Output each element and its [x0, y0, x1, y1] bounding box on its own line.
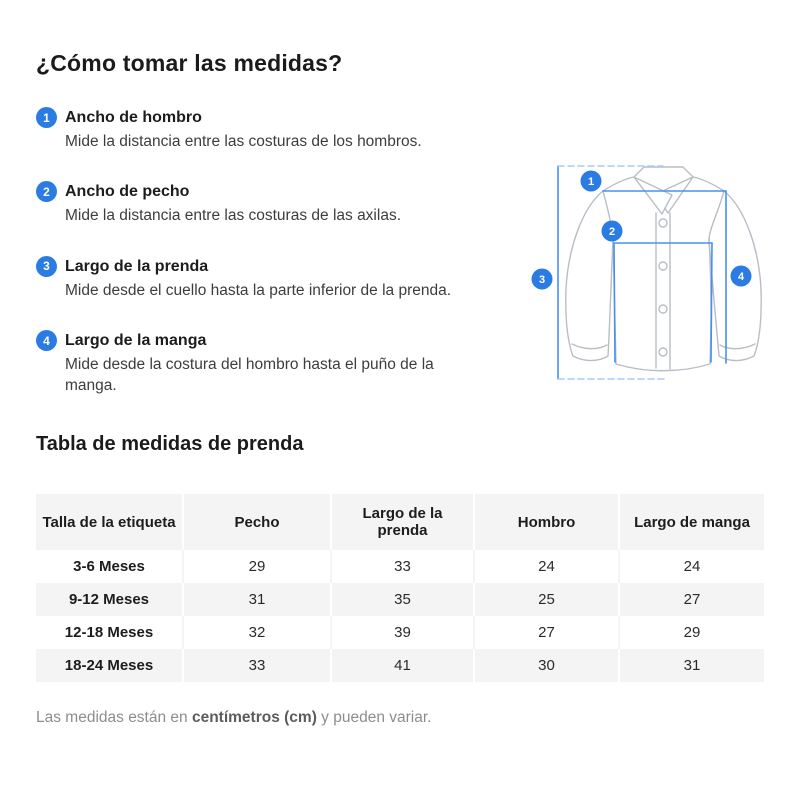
- table-row: [36, 616, 764, 649]
- length-cell: 35: [330, 583, 473, 616]
- size-cell: 9-12 Meses: [36, 583, 182, 616]
- chest-right-drop-line: [711, 243, 712, 362]
- table-row: [36, 550, 764, 583]
- page-title: ¿Cómo tomar las medidas?: [36, 50, 343, 76]
- sleeve-cell: 24: [618, 550, 764, 583]
- chest-cell: 33: [182, 649, 330, 682]
- marker-4-label: 4: [737, 271, 745, 283]
- length-cell: 41: [330, 649, 473, 682]
- disclaimer-text-before: Las medidas están en: [36, 709, 192, 726]
- col-header-chest: Pecho: [182, 494, 330, 550]
- col-header-sleeve-length: Largo de manga: [618, 494, 764, 550]
- shoulder-cell: 24: [473, 550, 618, 583]
- marker-1-label: 1: [587, 176, 595, 188]
- step-1-description: Mide la distancia entre las costuras de los hombros.: [65, 133, 422, 150]
- left-cuff-line: [572, 344, 607, 349]
- table-row: [36, 583, 764, 616]
- sleeve-cell: 27: [618, 583, 764, 616]
- step-2-description: Mide la distancia entre las costuras de las axilas.: [65, 207, 401, 225]
- sleeve-cell: 31: [618, 649, 764, 682]
- shirt-diagram-svg: [516, 151, 786, 401]
- step-1-title: Ancho de hombro: [65, 109, 202, 126]
- marker-2-label: 2: [608, 226, 616, 238]
- table-row: [36, 649, 764, 682]
- step-shoulder-width: [36, 107, 458, 152]
- shoulder-cell: 25: [473, 583, 618, 616]
- chest-cell: 29: [182, 550, 330, 583]
- step-2-title: Ancho de pecho: [65, 183, 190, 201]
- how-to-section: [36, 107, 764, 406]
- size-table-header-row: [36, 494, 764, 550]
- shirt-measurement-diagram: [516, 151, 786, 406]
- length-cell: 39: [330, 616, 473, 649]
- chest-cell: 32: [182, 616, 330, 649]
- size-cell: 3-6 Meses: [73, 558, 145, 575]
- chest-cell: 31: [182, 583, 330, 616]
- step-chest-width: [36, 181, 458, 226]
- size-cell: 12-18 Meses: [64, 624, 154, 641]
- step-3-description: Mide desde el cuello hasta la parte inferior de la prenda.: [65, 281, 452, 299]
- step-garment-length: [36, 256, 458, 301]
- col-header-garment-length: Largo de la prenda: [330, 494, 473, 550]
- step-sleeve-length: [36, 330, 458, 396]
- measurements-disclaimer: [36, 709, 764, 727]
- step-4-description: Mide desde la costura del hombro hasta el puño de la manga.: [65, 356, 434, 394]
- step-4-badge: 4: [36, 330, 57, 351]
- size-table-title: Tabla de medidas de prenda: [36, 433, 304, 455]
- chest-left-drop-line: [614, 243, 615, 362]
- shoulder-cell: 27: [473, 616, 618, 649]
- measurement-lines: [558, 166, 726, 379]
- step-4-title: Largo de la manga: [65, 332, 207, 350]
- marker-3-label: 3: [538, 274, 546, 286]
- shoulder-cell: 30: [473, 649, 618, 682]
- size-table: [36, 494, 764, 682]
- step-1-badge: 1: [36, 107, 57, 128]
- sleeve-cell: 29: [618, 616, 764, 649]
- measure-steps-list: [36, 107, 458, 396]
- shirt-outline: [566, 167, 761, 371]
- size-cell: 18-24 Meses: [36, 649, 182, 682]
- length-cell: 33: [330, 550, 473, 583]
- disclaimer-text-bold: centímetros (cm): [191, 709, 317, 726]
- col-header-size: Talla de la etiqueta: [36, 494, 182, 550]
- step-2-badge: 2: [36, 181, 57, 202]
- step-3-badge: 3: [36, 256, 57, 277]
- col-header-shoulder: Hombro: [473, 494, 618, 550]
- step-3-title: Largo de la prenda: [65, 257, 209, 275]
- disclaimer-text-after: y pueden variar.: [316, 709, 432, 726]
